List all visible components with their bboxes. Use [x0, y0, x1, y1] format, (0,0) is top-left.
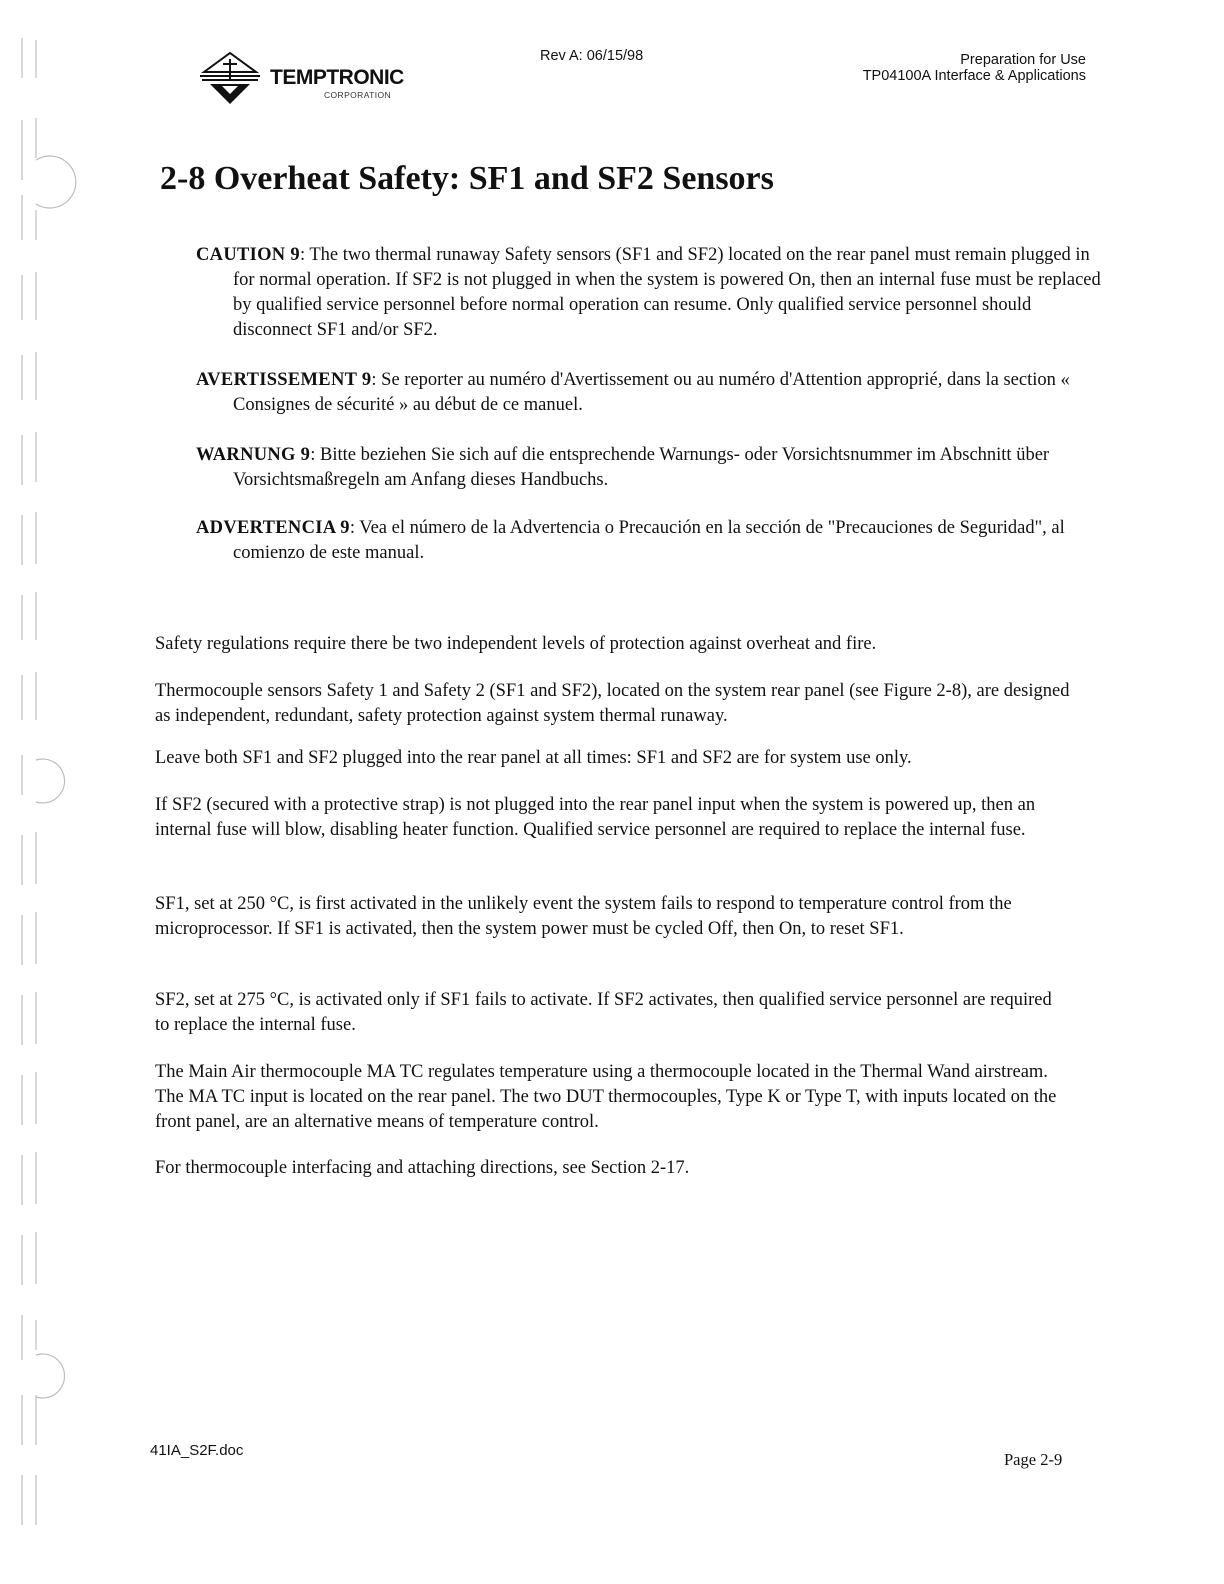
notice-text: : Vea el número de la Advertencia o Precaución en la sección de "Precauciones de Seguridad", al comienzo de este manual. — [233, 518, 1065, 563]
notice-text: : Bitte beziehen Sie sich auf die entsprechende Warnungs- oder Vorsichtsnummer im Abschnitt über Vorsichtsmaßregeln am Anfang dieses Handbuchs. — [233, 445, 1050, 490]
avertissement-notice — [196, 368, 1103, 418]
notice-label: WARNUNG 9 — [196, 445, 311, 465]
header-right — [863, 52, 1086, 84]
notice-label: ADVERTENCIA 9 — [196, 518, 350, 538]
body-paragraph: Safety regulations require there be two independent levels of protection against overheat and fire. — [155, 634, 877, 654]
document-title: TP04100A Interface & Applications — [862, 68, 1086, 84]
revision-date: Rev A: 06/15/98 — [540, 48, 644, 64]
notice-text: : The two thermal runaway Safety sensors (SF1 and SF2) located on the rear panel must remain plugged in for normal operation. If SF2 is not plugged in when the system is powered On, then an internal fuse must be replaced by qualified service personnel before normal operation can resume. Only qualified service personnel should disconnect SF1 and/or SF2. — [233, 245, 1101, 340]
binder-edge-marks — [0, 0, 100, 1584]
body-paragraph: If SF2 (secured with a protective strap) is not plugged into the rear panel input when the system is powered up, then an internal fuse will blow, disabling heater function. Qualified service personnel are required to replace the internal fuse. — [155, 795, 1036, 840]
temptronic-logo-icon — [196, 50, 268, 106]
body-paragraph: SF1, set at 250 °C, is first activated in the unlikely event the system fails to respond to temperature control from the microprocessor. If SF1 is activated, then the system power must be cycled Off, then On, to reset SF1. — [155, 894, 1012, 939]
body-paragraph: The Main Air thermocouple MA TC regulates temperature using a thermocouple located in the Thermal Wand airstream. The MA TC input is located on the rear panel. The two DUT thermocouples, Type K or Type T, with inputs located on the front panel, are an alternative means of temperature control. — [155, 1062, 1057, 1132]
notice-label: AVERTISSEMENT 9 — [196, 370, 372, 390]
company-subtitle: CORPORATION — [324, 90, 392, 100]
section-name: Preparation for Use — [960, 52, 1086, 68]
notice-text: : Se reporter au numéro d'Avertissement ou au numéro d'Attention approprié, dans la section « Consignes de sécurité » au début de ce manuel. — [233, 370, 1070, 415]
body-paragraph: SF2, set at 275 °C, is activated only if SF1 fails to activate. If SF2 activates, then qualified service personnel are required to replace the internal fuse. — [155, 990, 1052, 1035]
body-paragraph: Leave both SF1 and SF2 plugged into the rear panel at all times: SF1 and SF2 are for system use only. — [155, 748, 912, 768]
notice-label: CAUTION 9 — [196, 245, 300, 265]
advertencia-notice — [196, 516, 1103, 566]
body-paragraph: For thermocouple interfacing and attaching directions, see Section 2-17. — [155, 1158, 690, 1178]
page-number: Page 2-9 — [1004, 1450, 1063, 1469]
company-logo — [196, 50, 416, 110]
footer-filename: 41IA_S2F.doc — [150, 1442, 244, 1459]
caution-notice — [196, 243, 1103, 343]
warnung-notice — [196, 443, 1103, 493]
body-paragraph: Thermocouple sensors Safety 1 and Safety 2 (SF1 and SF2), located on the system rear panel (see Figure 2-8), are designed as independent, redundant, safety protection against system thermal runaway. — [155, 681, 1070, 726]
page-title: 2-8 Overheat Safety: SF1 and SF2 Sensors — [160, 160, 774, 197]
company-name: TEMPTRONIC — [270, 66, 404, 89]
